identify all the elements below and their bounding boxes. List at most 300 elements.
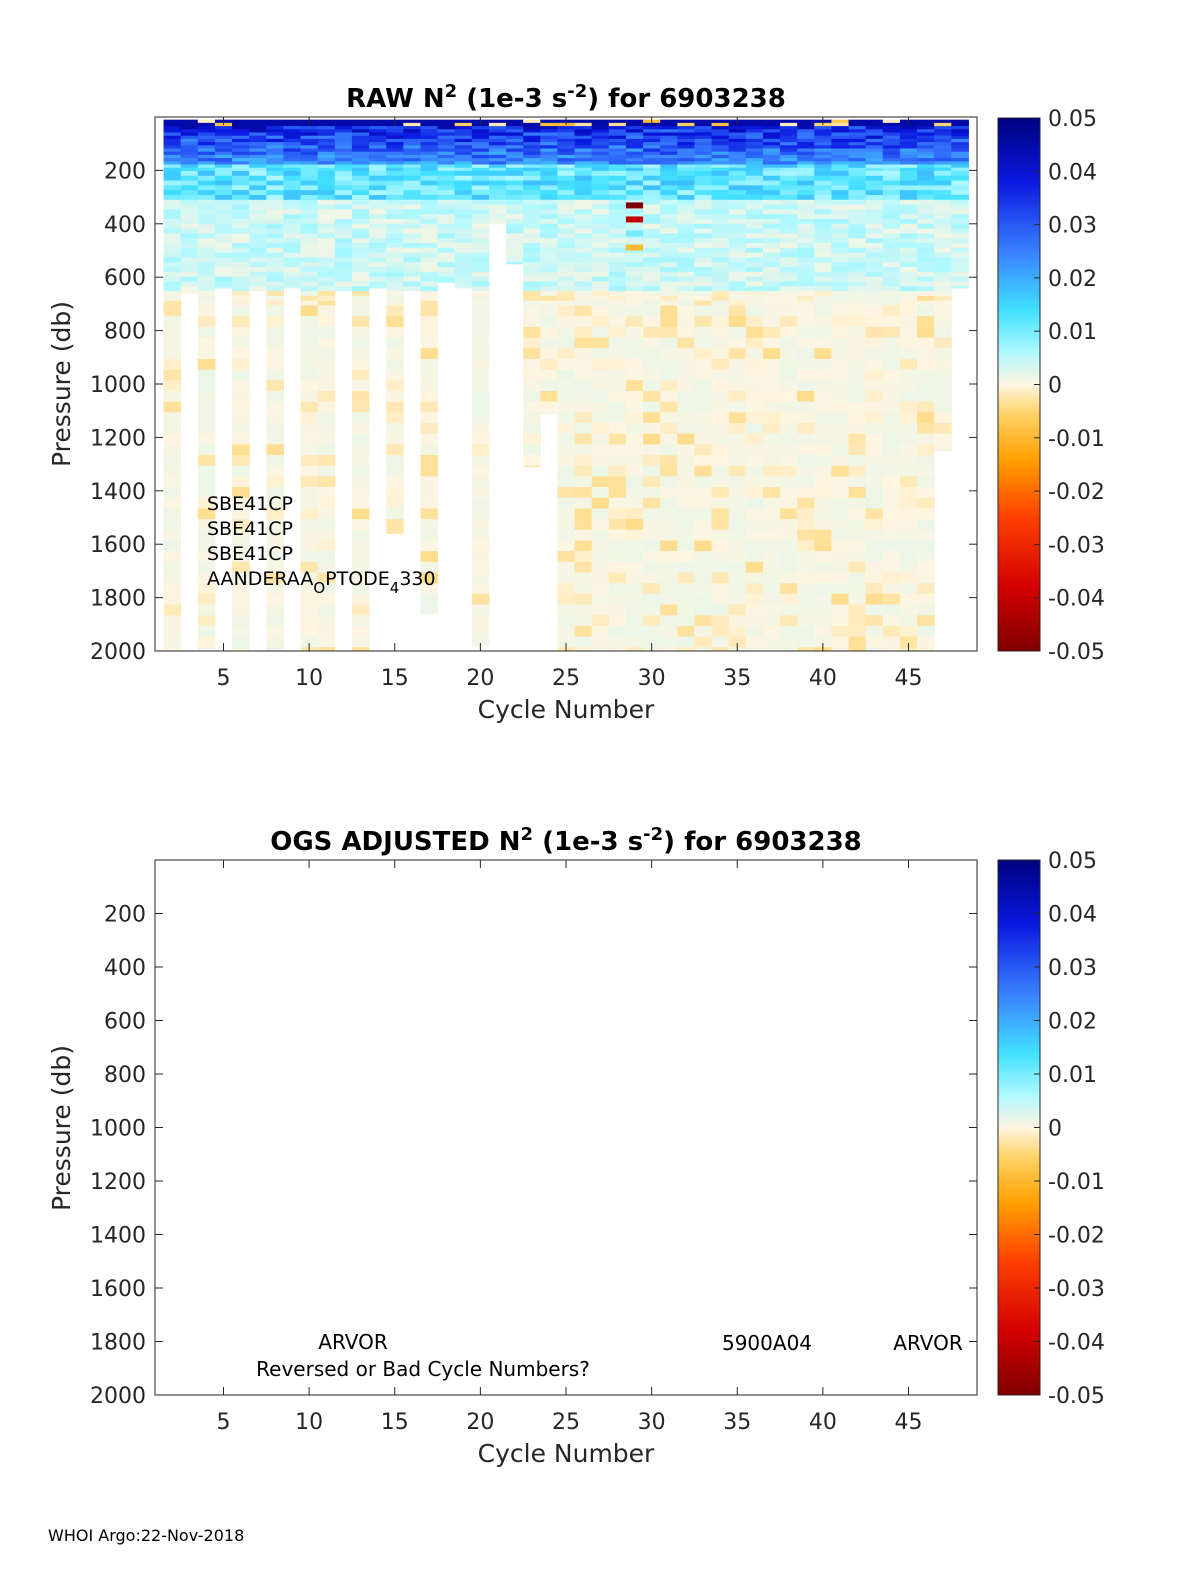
heatmap-cell <box>763 219 781 224</box>
heatmap-cell <box>249 200 267 205</box>
heatmap-cell <box>694 316 712 327</box>
heatmap-cell <box>677 132 695 136</box>
heatmap-cell <box>198 176 216 181</box>
heatmap-cell <box>866 233 884 238</box>
heatmap-cell <box>677 359 695 370</box>
heatmap-cell <box>592 224 610 229</box>
heatmap-cell <box>917 243 935 248</box>
heatmap-cell <box>712 434 730 445</box>
heatmap-cell <box>660 370 678 381</box>
heatmap-cell <box>164 291 182 296</box>
heatmap-cell <box>712 551 730 562</box>
heatmap-cell <box>164 176 182 181</box>
heatmap-cell <box>369 152 387 156</box>
heatmap-cell <box>198 139 216 143</box>
heatmap-cell <box>232 412 250 423</box>
heatmap-cell <box>592 391 610 402</box>
heatmap-cell <box>386 286 404 291</box>
heatmap-cell <box>181 123 199 127</box>
heatmap-cell <box>660 301 678 306</box>
heatmap-cell <box>523 455 541 466</box>
heatmap-cell <box>780 176 798 181</box>
heatmap-cell <box>746 626 764 637</box>
heatmap-cell <box>232 327 250 338</box>
heatmap-cell <box>883 200 901 205</box>
heatmap-cell <box>729 185 747 190</box>
heatmap-cell <box>420 359 438 370</box>
heatmap-cell <box>883 152 901 156</box>
heatmap-cell <box>198 370 216 381</box>
heatmap-cell <box>540 248 558 253</box>
heatmap-cell <box>438 190 456 195</box>
heatmap-cell <box>917 214 935 219</box>
heatmap-cell <box>626 605 644 616</box>
heatmap-cell <box>900 262 918 267</box>
heatmap-cell <box>455 185 473 190</box>
heatmap-cell <box>164 209 182 214</box>
heatmap-cell <box>420 540 438 551</box>
heatmap-cell <box>660 296 678 301</box>
heatmap-cell <box>266 605 284 616</box>
heatmap-cell <box>677 338 695 349</box>
heatmap-cell <box>232 277 250 282</box>
heatmap-cell <box>352 626 370 637</box>
heatmap-cell <box>917 423 935 434</box>
heatmap-cell <box>746 158 764 162</box>
heatmap-cell <box>849 132 867 136</box>
heatmap-cell <box>849 466 867 477</box>
heatmap-cell <box>677 573 695 584</box>
heatmap-cell <box>575 158 593 162</box>
heatmap-cell <box>917 530 935 541</box>
heatmap-cell <box>164 402 182 413</box>
heatmap-cell <box>335 195 353 200</box>
heatmap-cell <box>660 253 678 258</box>
heatmap-cell <box>386 348 404 359</box>
heatmap-cell <box>335 149 353 153</box>
heatmap-cell <box>335 277 353 282</box>
heatmap-cell <box>181 165 199 169</box>
heatmap-cell <box>934 233 952 238</box>
heatmap-cell <box>164 423 182 434</box>
heatmap-cell <box>849 583 867 594</box>
heatmap-cell <box>814 181 832 186</box>
heatmap-cell <box>746 123 764 127</box>
heatmap-cell <box>164 391 182 402</box>
heatmap-cell <box>386 165 404 169</box>
heatmap-cell <box>643 257 661 262</box>
heatmap-cell <box>746 380 764 391</box>
heatmap-cell <box>557 391 575 402</box>
heatmap-cell <box>712 519 730 530</box>
heatmap-cell <box>455 129 473 133</box>
heatmap-cell <box>523 233 541 238</box>
heatmap-cell <box>677 161 695 165</box>
heatmap-cell <box>318 626 336 637</box>
heatmap-cell <box>951 238 969 243</box>
heatmap-cell <box>438 219 456 224</box>
heatmap-cell <box>301 168 319 172</box>
heatmap-cell <box>266 412 284 423</box>
heatmap-cell <box>592 129 610 133</box>
heatmap-cell <box>900 205 918 210</box>
heatmap-cell <box>335 132 353 136</box>
heatmap-cell <box>386 195 404 200</box>
heatmap-cell <box>352 391 370 402</box>
heatmap-cell <box>797 219 815 224</box>
heatmap-cell <box>934 145 952 149</box>
heatmap-cell <box>164 316 182 327</box>
heatmap-cell <box>506 185 524 190</box>
heatmap-cell <box>283 200 301 205</box>
heatmap-cell <box>438 243 456 248</box>
heatmap-cell <box>866 155 884 159</box>
heatmap-cell <box>369 161 387 165</box>
heatmap-cell <box>729 402 747 413</box>
heatmap-cell <box>746 136 764 140</box>
heatmap-cell <box>557 306 575 317</box>
heatmap-cell <box>729 508 747 519</box>
heatmap-cell <box>164 412 182 423</box>
y-tick-label: 600 <box>104 266 146 292</box>
heatmap-cell <box>677 327 695 338</box>
heatmap-cell <box>763 466 781 477</box>
heatmap-cell <box>797 530 815 541</box>
heatmap-cell <box>866 434 884 445</box>
heatmap-cell <box>301 498 319 509</box>
heatmap-cell <box>592 248 610 253</box>
heatmap-cell <box>249 181 267 186</box>
heatmap-cell <box>951 219 969 224</box>
heatmap-cell <box>592 412 610 423</box>
colorbar-tick-label: 0.05 <box>1048 849 1097 874</box>
colorbar-tick-label: -0.01 <box>1048 426 1105 452</box>
heatmap-cell <box>780 466 798 477</box>
heatmap-cell <box>780 637 798 648</box>
heatmap-cell <box>729 301 747 306</box>
heatmap-cell <box>917 626 935 637</box>
heatmap-cell <box>301 161 319 165</box>
heatmap-cell <box>849 551 867 562</box>
heatmap-cell <box>232 243 250 248</box>
heatmap-cell <box>249 190 267 195</box>
heatmap-cell <box>831 530 849 541</box>
heatmap-cell <box>780 238 798 243</box>
heatmap-cell <box>181 142 199 146</box>
heatmap-cell <box>712 637 730 648</box>
heatmap-cell <box>763 487 781 498</box>
heatmap-cell <box>540 224 558 229</box>
heatmap-cell <box>746 434 764 445</box>
heatmap-cell <box>677 306 695 317</box>
heatmap-cell <box>420 498 438 509</box>
heatmap-cell <box>883 257 901 262</box>
heatmap-cell <box>575 139 593 143</box>
heatmap-cell <box>403 120 421 124</box>
heatmap-cell <box>951 243 969 248</box>
heatmap-cell <box>164 327 182 338</box>
heatmap-cell <box>883 455 901 466</box>
heatmap-cell <box>164 296 182 301</box>
heatmap-cell <box>506 262 524 264</box>
heatmap-cell <box>232 161 250 165</box>
heatmap-cell <box>489 136 507 140</box>
heatmap-cell <box>677 434 695 445</box>
heatmap-cell <box>900 615 918 626</box>
heatmap-cell <box>677 316 695 327</box>
heatmap-cell <box>506 233 524 238</box>
heatmap-cell <box>352 262 370 267</box>
heatmap-cell <box>198 301 216 306</box>
heatmap-cell <box>660 214 678 219</box>
heatmap-cell <box>266 327 284 338</box>
heatmap-cell <box>643 142 661 146</box>
heatmap-cell <box>403 262 421 267</box>
heatmap-cell <box>831 238 849 243</box>
heatmap-cell <box>934 176 952 181</box>
heatmap-cell <box>318 155 336 159</box>
heatmap-cell <box>951 176 969 181</box>
heatmap-cell <box>352 434 370 445</box>
heatmap-cell <box>746 248 764 253</box>
heatmap-cell <box>797 229 815 234</box>
heatmap-cell <box>472 165 490 169</box>
heatmap-cell <box>643 434 661 445</box>
heatmap-cell <box>318 158 336 162</box>
heatmap-cell <box>557 444 575 455</box>
heatmap-cell <box>763 214 781 219</box>
heatmap-cell <box>814 145 832 149</box>
heatmap-cell <box>540 219 558 224</box>
heatmap-cell <box>814 583 832 594</box>
heatmap-cell <box>386 444 404 455</box>
heatmap-cell <box>335 262 353 267</box>
heatmap-cell <box>814 301 832 306</box>
heatmap-cell <box>934 238 952 243</box>
heatmap-cell <box>420 306 438 317</box>
heatmap-cell <box>318 455 336 466</box>
heatmap-cell <box>232 262 250 267</box>
arvor-annotation-left: ARVOR <box>318 1330 388 1354</box>
heatmap-cell <box>575 316 593 327</box>
heatmap-cell <box>917 594 935 605</box>
heatmap-cell <box>831 412 849 423</box>
heatmap-cell <box>266 455 284 466</box>
heatmap-cell <box>557 338 575 349</box>
heatmap-cell <box>677 176 695 181</box>
heatmap-cell <box>866 530 884 541</box>
heatmap-cell <box>386 476 404 487</box>
heatmap-cell <box>472 327 490 338</box>
heatmap-cell <box>472 229 490 234</box>
heatmap-cell <box>797 176 815 181</box>
heatmap-cell <box>215 243 233 248</box>
heatmap-cell <box>831 120 849 124</box>
heatmap-cell <box>523 277 541 282</box>
heatmap-cell <box>266 171 284 176</box>
heatmap-cell <box>506 126 524 130</box>
heatmap-cell <box>301 359 319 370</box>
heatmap-cell <box>592 195 610 200</box>
heatmap-cell <box>249 253 267 258</box>
heatmap-cell <box>694 380 712 391</box>
heatmap-cell <box>763 444 781 455</box>
heatmap-cell <box>164 233 182 238</box>
heatmap-cell <box>232 152 250 156</box>
heatmap-cell <box>934 281 952 286</box>
heatmap-cell <box>266 301 284 306</box>
heatmap-cell <box>472 238 490 243</box>
heatmap-cell <box>523 171 541 176</box>
heatmap-cell <box>438 262 456 267</box>
heatmap-cell <box>249 136 267 140</box>
heatmap-cell <box>729 281 747 286</box>
heatmap-cell <box>386 281 404 286</box>
heatmap-cell <box>557 233 575 238</box>
heatmap-cell <box>198 423 216 434</box>
heatmap-cell <box>729 605 747 616</box>
heatmap-cell <box>677 412 695 423</box>
heatmap-cell <box>575 277 593 282</box>
heatmap-cell <box>780 562 798 573</box>
heatmap-cell <box>557 267 575 272</box>
heatmap-cell <box>831 145 849 149</box>
heatmap-cell <box>917 224 935 229</box>
heatmap-cell <box>523 195 541 200</box>
heatmap-cell <box>523 161 541 165</box>
heatmap-cell <box>866 145 884 149</box>
sensor-annotation-3: SBE41CP <box>207 543 294 565</box>
heatmap-cell <box>746 594 764 605</box>
heatmap-cell <box>849 205 867 210</box>
heatmap-cell <box>523 139 541 143</box>
heatmap-cell <box>592 190 610 195</box>
heatmap-cell <box>386 455 404 466</box>
heatmap-cell <box>369 277 387 282</box>
heatmap-cell <box>318 466 336 477</box>
heatmap-cell <box>626 158 644 162</box>
heatmap-cell <box>763 142 781 146</box>
heatmap-cell <box>746 551 764 562</box>
heatmap-cell <box>626 136 644 140</box>
heatmap-cell <box>951 132 969 136</box>
heatmap-cell <box>883 370 901 381</box>
heatmap-cell <box>609 402 627 413</box>
heatmap-cell <box>694 637 712 648</box>
heatmap-cell <box>215 126 233 130</box>
heatmap-cell <box>694 508 712 519</box>
heatmap-cell <box>694 136 712 140</box>
heatmap-cell <box>352 338 370 349</box>
heatmap-cell <box>575 391 593 402</box>
heatmap-cell <box>472 200 490 205</box>
heatmap-cell <box>763 165 781 169</box>
heatmap-cell <box>729 327 747 338</box>
heatmap-cell <box>660 402 678 413</box>
heatmap-cell <box>438 171 456 176</box>
heatmap-cell <box>780 455 798 466</box>
heatmap-cell <box>951 142 969 146</box>
heatmap-cell <box>369 149 387 153</box>
heatmap-cell <box>575 165 593 169</box>
heatmap-cell <box>301 277 319 282</box>
heatmap-cell <box>283 219 301 224</box>
heatmap-cell <box>386 136 404 140</box>
heatmap-cell <box>763 476 781 487</box>
heatmap-cell <box>181 205 199 210</box>
heatmap-cell <box>232 626 250 637</box>
heatmap-cell <box>643 498 661 509</box>
heatmap-cell <box>831 176 849 181</box>
heatmap-cell <box>746 498 764 509</box>
heatmap-cell <box>506 145 524 149</box>
heatmap-cell <box>660 165 678 169</box>
heatmap-cell <box>164 551 182 562</box>
heatmap-cell <box>232 402 250 413</box>
heatmap-cell <box>489 190 507 195</box>
x-tick-label: 40 <box>808 666 837 691</box>
heatmap-cell <box>249 205 267 210</box>
heatmap-cell <box>335 145 353 149</box>
heatmap-cell <box>643 238 661 243</box>
heatmap-cell <box>780 165 798 169</box>
heatmap-cell <box>249 152 267 156</box>
heatmap-cell <box>420 176 438 181</box>
heatmap-cell <box>609 219 627 224</box>
anomaly-cell <box>626 202 643 208</box>
heatmap-cell <box>797 209 815 214</box>
heatmap-cell <box>900 219 918 224</box>
heatmap-cell <box>643 243 661 248</box>
heatmap-cell <box>506 219 524 224</box>
x-tick-label: 15 <box>380 1410 409 1435</box>
heatmap-cell <box>866 224 884 229</box>
heatmap-cell <box>934 316 952 327</box>
heatmap-cell <box>934 165 952 169</box>
heatmap-cell <box>198 306 216 317</box>
heatmap-cell <box>249 229 267 234</box>
heatmap-cell <box>283 262 301 267</box>
heatmap-cell <box>917 605 935 616</box>
heatmap-cell <box>232 338 250 349</box>
heatmap-cell <box>917 359 935 370</box>
heatmap-cell <box>866 181 884 186</box>
heatmap-cell <box>352 359 370 370</box>
heatmap-cell <box>386 434 404 445</box>
heatmap-cell <box>420 145 438 149</box>
heatmap-cell <box>283 145 301 149</box>
heatmap-cell <box>763 176 781 181</box>
heatmap-cell <box>763 562 781 573</box>
heatmap-cell <box>780 219 798 224</box>
heatmap-cell <box>232 444 250 455</box>
heatmap-cell <box>455 195 473 200</box>
heatmap-cell <box>335 229 353 234</box>
heatmap-cell <box>746 129 764 133</box>
heatmap-cell <box>592 257 610 262</box>
heatmap-cell <box>763 149 781 153</box>
heatmap-cell <box>232 145 250 149</box>
heatmap-cell <box>660 530 678 541</box>
colorbar-tick-label: 0.03 <box>1048 213 1097 239</box>
heatmap-cell <box>540 327 558 338</box>
heatmap-cell <box>420 132 438 136</box>
heatmap-cell <box>352 185 370 190</box>
heatmap-cell <box>729 277 747 282</box>
heatmap-cell <box>283 281 301 286</box>
heatmap-cell <box>540 181 558 186</box>
heatmap-cell <box>403 185 421 190</box>
